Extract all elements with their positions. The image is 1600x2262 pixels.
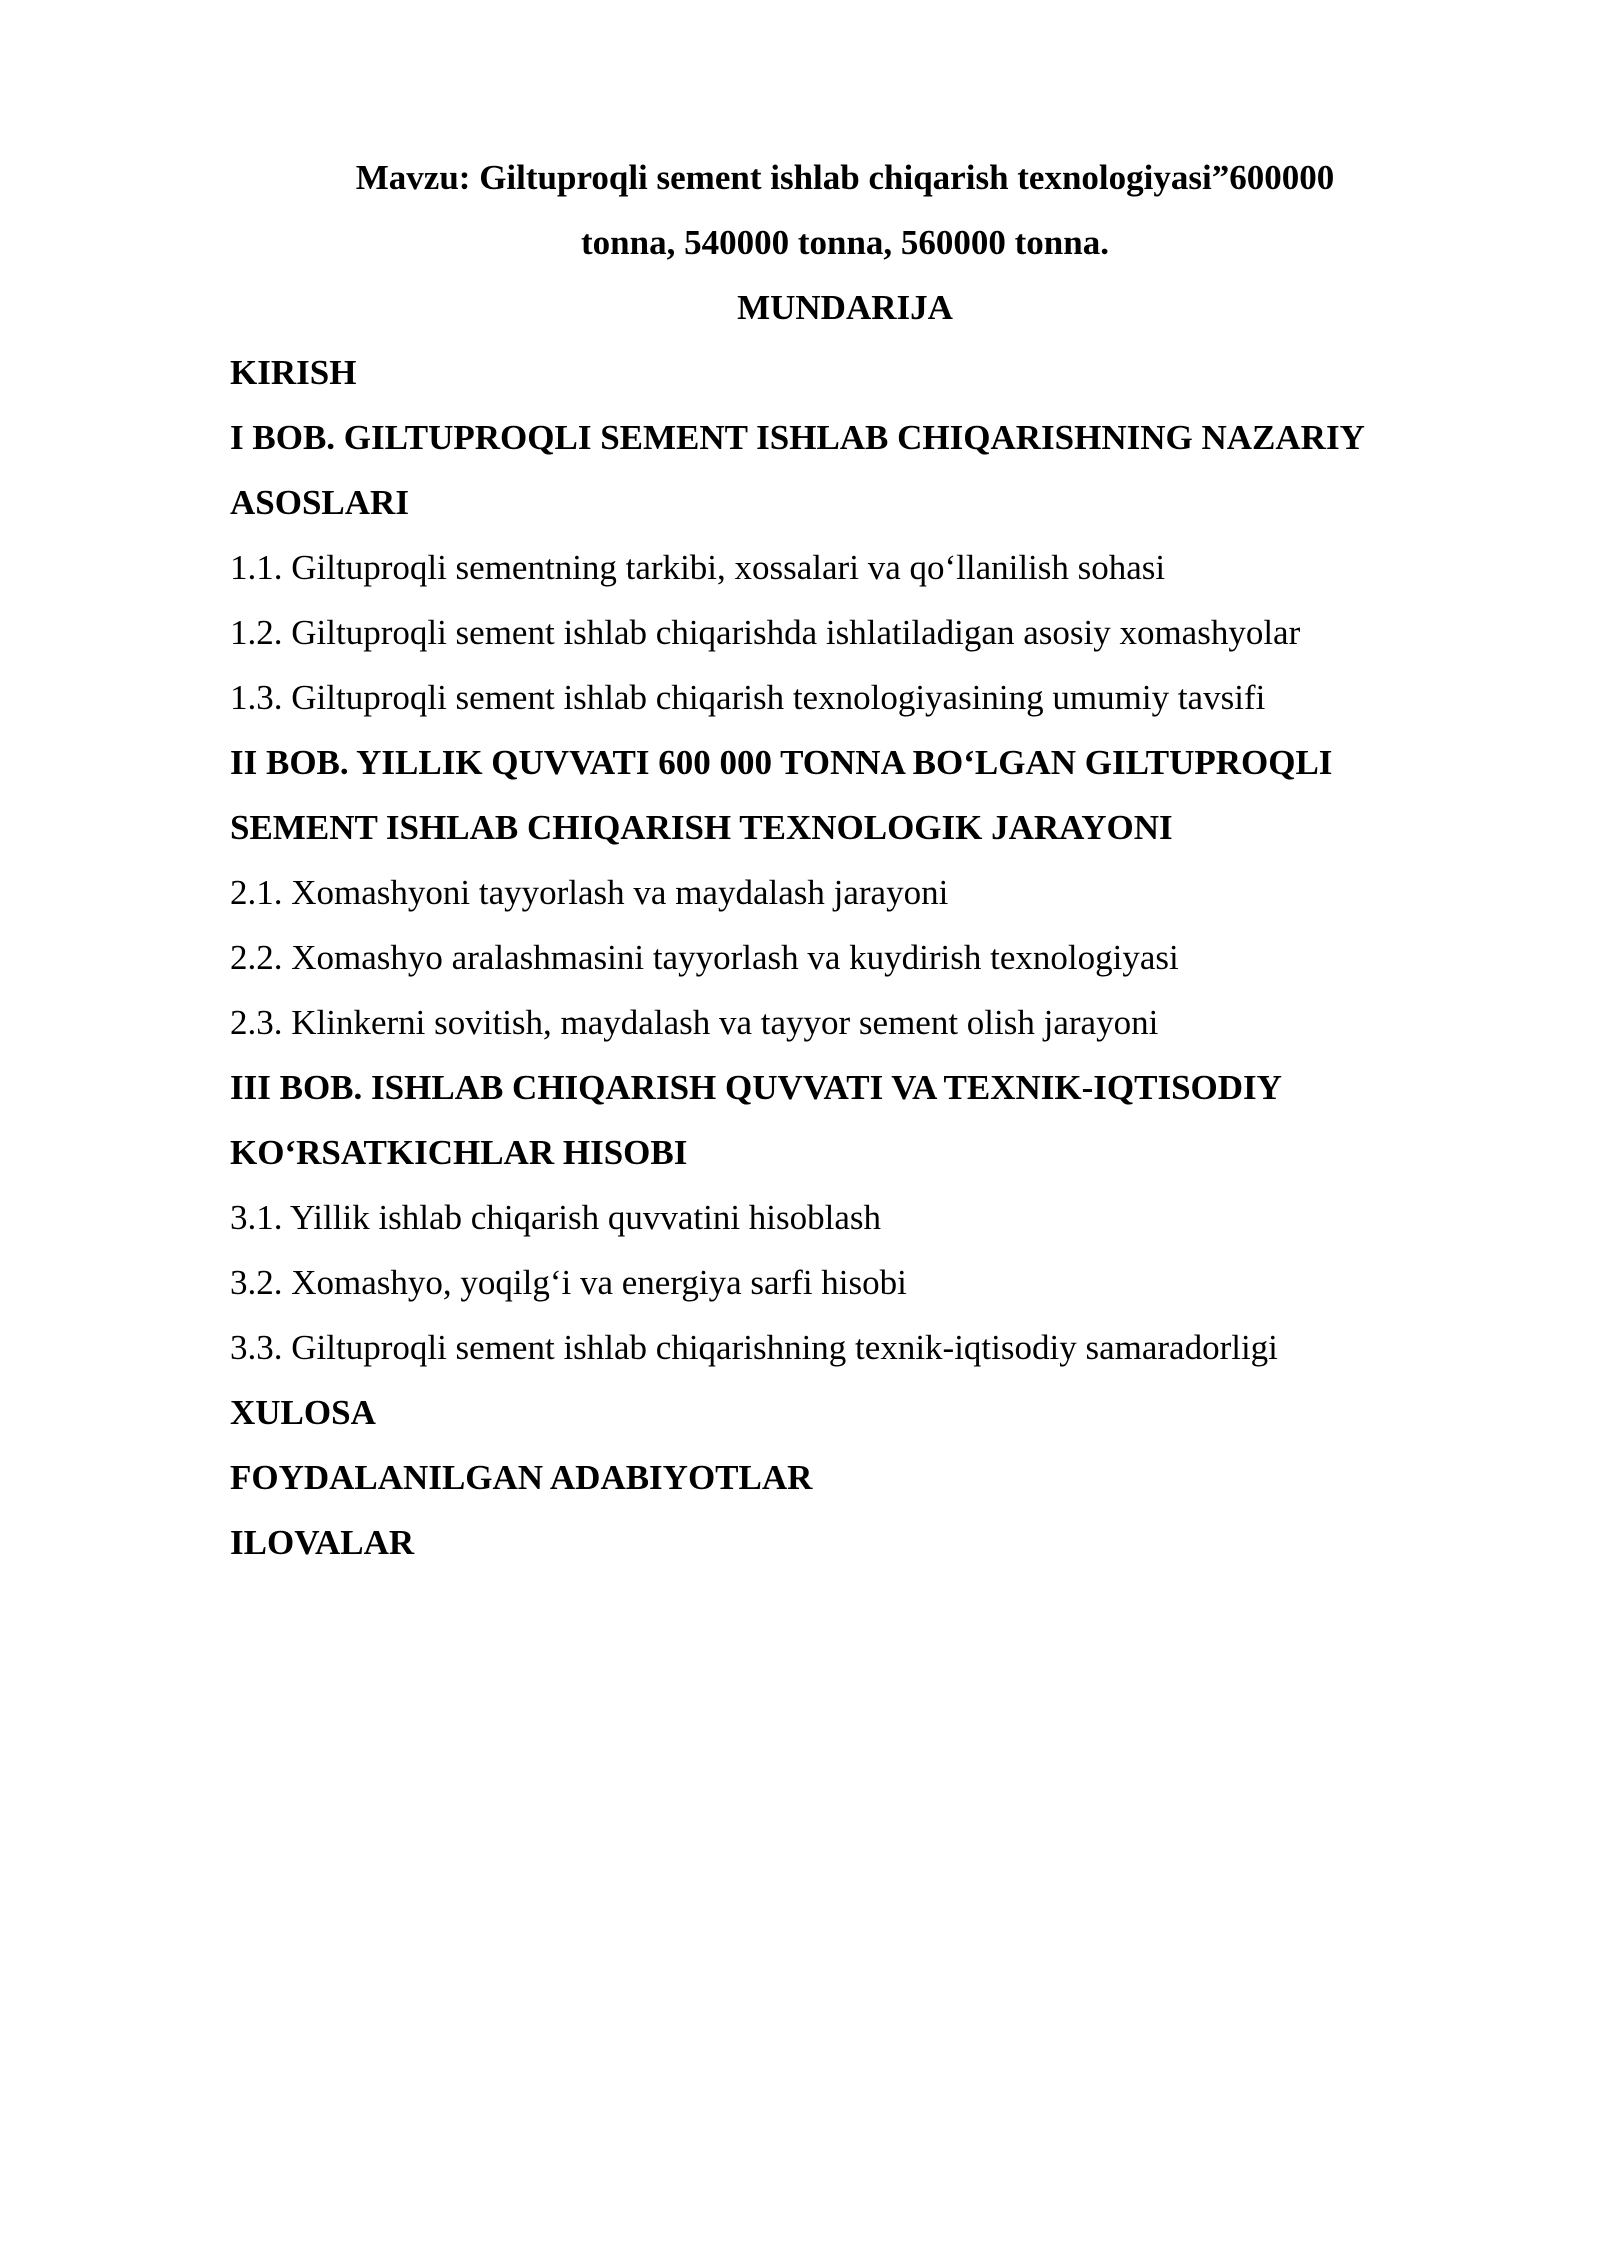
table-of-contents — [230, 340, 1480, 1575]
toc-entry-section-2-2: 2.2. Xomashyo aralashmasini tayyorlash va kuydirish texnologiyasi — [230, 938, 1179, 977]
title-line-1: Mavzu: Giltuproqli sement ishlab chiqarish texnologiyasi”600000 — [355, 158, 1335, 197]
toc-entry-appendices: ILOVALAR — [230, 1523, 415, 1562]
toc-entry-section-1-2: 1.2. Giltuproqli sement ishlab chiqarishda ishlatiladigan asosiy xomashyolar — [230, 613, 1301, 652]
toc-entry-xulosa: XULOSA — [230, 1393, 376, 1432]
toc-entry-chapter-1-line-1: I BOB. GILTUPROQLI SEMENT ISHLAB CHIQARISHNING NAZARIY — [230, 418, 1365, 457]
toc-entry-section-1-3: 1.3. Giltuproqli sement ishlab chiqarish texnologiyasining umumiy tavsifi — [230, 678, 1266, 717]
toc-entry-references: FOYDALANILGAN ADABIYOTLAR — [230, 1458, 813, 1497]
toc-entry-section-2-3: 2.3. Klinkerni sovitish, maydalash va tayyor sement olish jarayoni — [230, 1003, 1159, 1042]
toc-entry-chapter-2-line-2: SEMENT ISHLAB CHIQARISH TEXNOLOGIK JARAYONI — [230, 808, 1173, 847]
toc-entry-chapter-3-line-1: III BOB. ISHLAB CHIQARISH QUVVATI VA TEXNIK-IQTISODIY — [230, 1068, 1282, 1107]
toc-entry-chapter-3-line-2: KO‘RSATKICHLAR HISOBI — [230, 1133, 688, 1172]
toc-entry-section-2-1: 2.1. Xomashyoni tayyorlash va maydalash jarayoni — [230, 873, 949, 912]
document-title — [230, 145, 1460, 275]
toc-entry-section-3-2: 3.2. Xomashyo, yoqilg‘i va energiya sarfi hisobi — [230, 1263, 907, 1302]
toc-entry-section-3-1: 3.1. Yillik ishlab chiqarish quvvatini hisoblash — [230, 1198, 882, 1237]
toc-entry-section-3-3: 3.3. Giltuproqli sement ishlab chiqarishning texnik-iqtisodiy samaradorligi — [230, 1328, 1278, 1367]
toc-entry-chapter-2-line-1: II BOB. YILLIK QUVVATI 600 000 TONNA BO‘LGAN GILTUPROQLI — [230, 743, 1333, 782]
title-line-2: tonna, 540000 tonna, 560000 tonna. — [580, 223, 1109, 262]
toc-entry-section-1-1: 1.1. Giltuproqli sementning tarkibi, xossalari va qo‘llanilish sohasi — [230, 548, 1166, 587]
toc-heading: MUNDARIJA — [737, 288, 953, 327]
toc-entry-kirish: KIRISH — [230, 353, 357, 392]
toc-entry-chapter-1-line-2: ASOSLARI — [230, 483, 409, 522]
